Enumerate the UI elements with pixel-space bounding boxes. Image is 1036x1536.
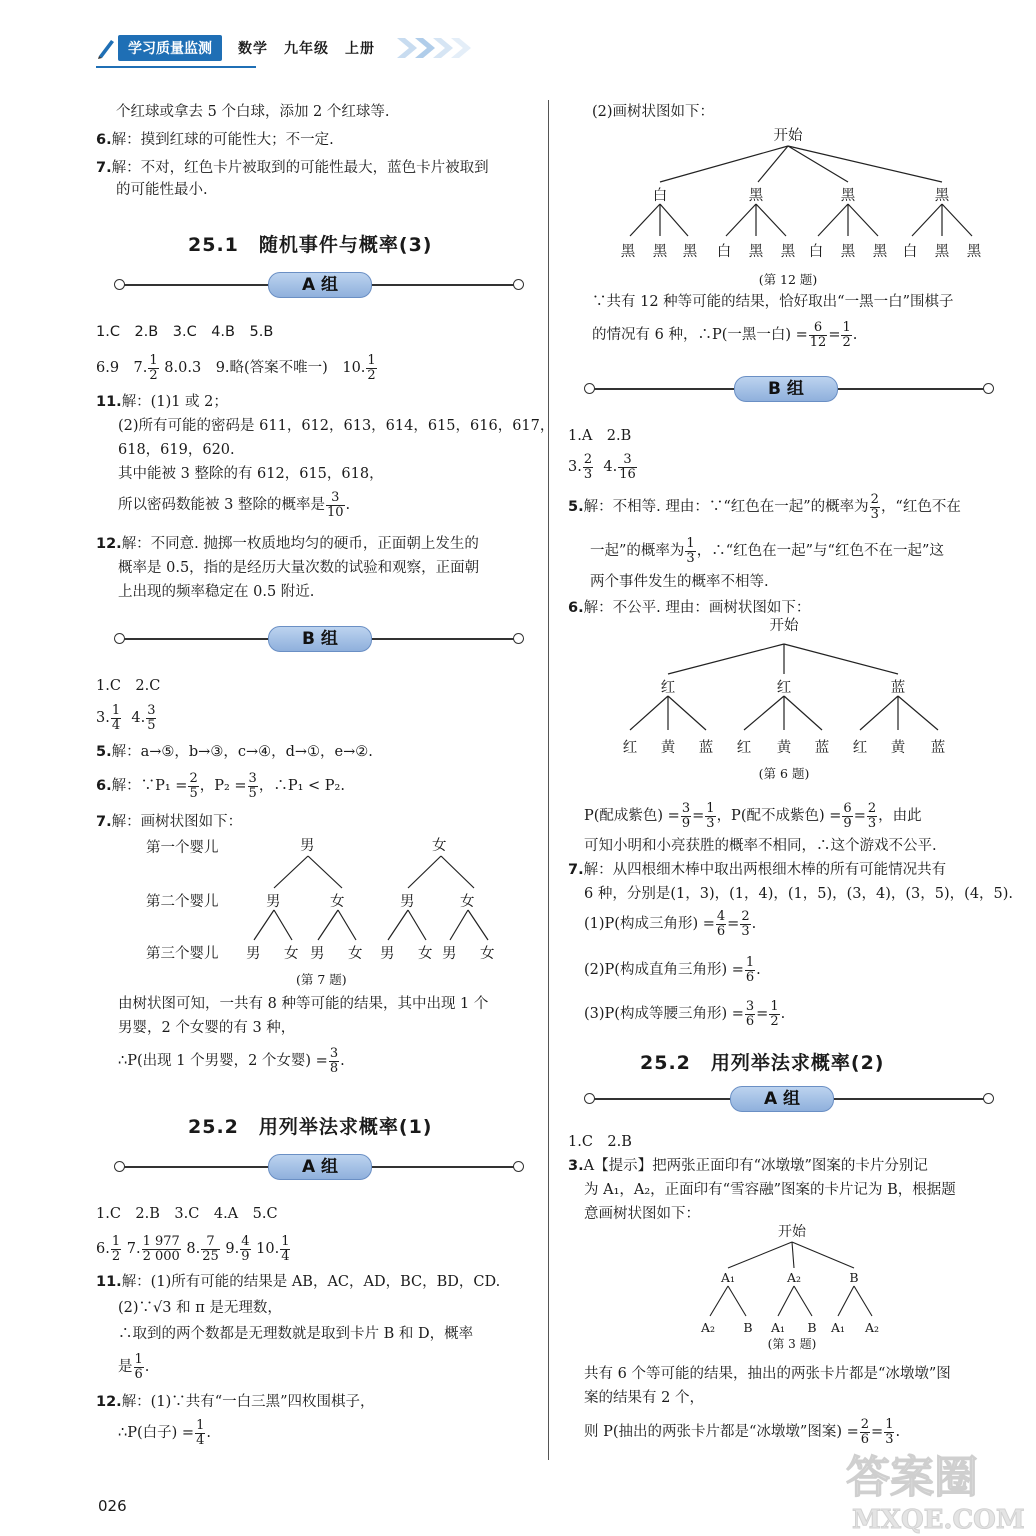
text-line: ∵共有 12 种等可能的结果，恰好取出“一黑一白”围棋子 xyxy=(592,294,954,310)
header-subject: 数学 xyxy=(238,41,268,57)
svg-text:MXQE.COM: MXQE.COM xyxy=(852,1505,1025,1535)
page-number: 026 xyxy=(98,1497,127,1515)
text-line: ∴P(白子) = $\frac{1}{4}$ . xyxy=(118,1417,211,1448)
svg-text:A₂: A₂ xyxy=(864,1320,880,1335)
tree-node: 女 xyxy=(330,894,345,910)
svg-text:蓝: 蓝 xyxy=(814,740,830,756)
header-underline xyxy=(96,66,256,68)
svg-text:黑: 黑 xyxy=(934,244,950,260)
tree-root: 开始 xyxy=(778,1224,806,1240)
text-line: 所以密码数能被 3 整除的概率是 $\frac{3}{10}$ . xyxy=(118,489,351,520)
text-line: 概率是 0.5，指的是经历大量次数的试验和观察，正面朝 xyxy=(118,560,480,576)
svg-text:红: 红 xyxy=(660,680,676,696)
answers-line: 3. $\frac{2}{3}$ 4. $\frac{3}{16}$ xyxy=(568,451,636,482)
text-line: 则 P(抽出的两张卡片都是“冰墩墩”图案) = $\frac{2}{6}$ = $\frac{1}{3}$ . xyxy=(584,1416,901,1447)
tree-row-label: 第三个婴儿 xyxy=(146,946,219,962)
text-line: (2)∵√3 和 π 是无理数， xyxy=(118,1300,282,1316)
header-grade: 九年级 xyxy=(284,41,329,57)
pen-icon xyxy=(96,37,116,59)
page-header xyxy=(96,30,477,66)
svg-text:黑: 黑 xyxy=(840,244,856,260)
tree-node: 女 xyxy=(432,838,447,854)
svg-text:黑: 黑 xyxy=(682,244,698,260)
tree-leaf: 男 xyxy=(246,946,261,962)
group-b-banner: B 组 xyxy=(114,624,524,654)
question-7: 7.解：画树状图如下： xyxy=(96,814,243,830)
section-title: 25.2 用列举法求概率(1) xyxy=(188,1116,433,1138)
text-line: 两个事件发生的概率不相等. xyxy=(590,574,769,590)
svg-text:红: 红 xyxy=(622,740,638,756)
tree-diagram-q7 xyxy=(146,830,566,990)
svg-text:蓝: 蓝 xyxy=(698,740,714,756)
answers-line: 1.C 2.B 3.C 4.A 5.C xyxy=(96,1206,278,1222)
header-volume: 上册 xyxy=(345,41,375,57)
text-line: 为 A₁，A₂，正面印有“雪容融”图案的卡片记为 B，根据题 xyxy=(584,1182,956,1198)
question-12: 12.解：不同意. 抛掷一枚质地均匀的硬币，正面朝上发生的 xyxy=(96,536,479,552)
tree-root: 开始 xyxy=(769,618,799,634)
tree-diagram-q3 xyxy=(688,1220,928,1360)
fraction: $\frac{3}{10}$ xyxy=(326,489,344,520)
answers-line: 6. $\frac{1}{2}$ 7. $\frac{1 977}{2 000}$ 8. $\frac{7}{25}$ 9. $\frac{4}{9}$ 10. $\frac{1}{4}$ xyxy=(96,1233,290,1264)
svg-text:黑: 黑 xyxy=(840,188,856,204)
svg-text:黄: 黄 xyxy=(890,740,906,756)
svg-text:A₂: A₂ xyxy=(700,1320,716,1335)
svg-text:B: B xyxy=(743,1320,753,1335)
question-11: 11.解：(1)1 或 2； xyxy=(96,394,228,410)
text-line: 男婴，2 个女婴的有 3 种， xyxy=(118,1020,296,1036)
svg-text:黑: 黑 xyxy=(620,244,636,260)
svg-text:B: B xyxy=(807,1320,817,1335)
svg-text:黑: 黑 xyxy=(748,188,764,204)
question-6: 6.解：摸到红球的可能性大；不一定. xyxy=(96,132,334,148)
figure-caption: (第 6 题) xyxy=(758,766,810,781)
text-line: P(配成紫色) = $\frac{3}{9}$ = $\frac{1}{3}$ ，P(配不成紫色) = $\frac{6}{9}$ = $\frac{2}{3}$ ，由此 xyxy=(584,800,922,831)
answers-line: 6.9 7. $\frac{1}{2}$ 8.0.3 9.略(答案不唯一) 10. $\frac{1}{2}$ xyxy=(96,352,376,383)
text-line: ∴取到的两个数都是无理数就是取到卡片 B 和 D，概率 xyxy=(118,1326,474,1342)
tree-leaf: 男 xyxy=(310,946,325,962)
text-line: 上出现的频率稳定在 0.5 附近. xyxy=(118,584,315,600)
answers-line: 3. $\frac{1}{4}$ 4. $\frac{3}{5}$ xyxy=(96,702,156,733)
text-line: 一起”的概率为 $\frac{1}{3}$ ，∴“红色在一起”与“红色不在一起”这 xyxy=(590,535,944,566)
question-11: 11.解：(1)所有可能的结果是 AB，AC，AD，BC，BD，CD. xyxy=(96,1274,501,1290)
svg-text:答案圈: 答案圈 xyxy=(846,1452,978,1503)
text-line: (2)画树状图如下： xyxy=(592,104,715,120)
tree-root: 开始 xyxy=(773,128,803,144)
tree-leaf: 女 xyxy=(480,946,495,962)
question-3: 3.A【提示】把两张正面印有“冰墩墩”图案的卡片分别记 xyxy=(568,1158,928,1174)
svg-text:蓝: 蓝 xyxy=(890,680,906,696)
question-7: 7.解：从四根细木棒中取出两根细木棒的所有可能情况共有 xyxy=(568,862,947,878)
tree-leaf: 女 xyxy=(284,946,299,962)
svg-text:A₁: A₁ xyxy=(720,1270,736,1285)
chevron-decoration-icon xyxy=(397,35,477,61)
tree-node: 女 xyxy=(460,894,475,910)
question-12: 12.解：(1)∵共有“一白三黑”四枚围棋子， xyxy=(96,1394,375,1410)
text-line: 共有 6 个等可能的结果，抽出的两张卡片都是“冰墩墩”图 xyxy=(584,1366,951,1382)
tree-node: 男 xyxy=(266,894,281,910)
answers-line: 1.C 2.B xyxy=(568,1134,632,1150)
text-line: 由树状图可知，一共有 8 种等可能的结果，其中出现 1 个 xyxy=(118,996,489,1012)
text-line: 是 $\frac{1}{6}$ . xyxy=(118,1351,150,1382)
question-6: 6.解：∵P₁ = $\frac{2}{5}$ ，P₂ = $\frac{3}{5}$ ，∴P₁ < P₂. xyxy=(96,770,345,801)
figure-caption: (第 12 题) xyxy=(758,272,818,287)
question-6: 6.解：不公平. 理由：画树状图如下： xyxy=(568,600,811,616)
svg-text:红: 红 xyxy=(776,680,792,696)
tree-row-label: 第二个婴儿 xyxy=(146,894,219,910)
svg-text:黑: 黑 xyxy=(872,244,888,260)
text-line: ∴P(出现 1 个男婴，2 个女婴) = $\frac{3}{8}$ . xyxy=(118,1045,345,1076)
text-line: 案的结果有 2 个， xyxy=(584,1390,704,1406)
svg-text:白: 白 xyxy=(902,244,918,260)
text-line: (1)P(构成三角形) = $\frac{4}{6}$ = $\frac{2}{3}$ . xyxy=(584,908,757,939)
svg-text:白: 白 xyxy=(808,244,824,260)
column-divider xyxy=(548,100,549,1460)
answers-line: 1.A 2.B xyxy=(568,428,632,444)
section-title: 25.1 随机事件与概率(3) xyxy=(188,234,433,256)
section-title: 25.2 用列举法求概率(2) xyxy=(640,1052,885,1074)
answers-line: 1.C 2.C xyxy=(96,678,161,694)
svg-text:黄: 黄 xyxy=(776,740,792,756)
text-line: 个红球或拿去 5 个白球，添加 2 个红球等. xyxy=(116,104,390,120)
header-title: 学习质量监测 xyxy=(118,35,222,61)
text-line: 的情况有 6 种，∴P(一黑一白) = $\frac{6}{12}$ = $\frac{1}{2}$ . xyxy=(592,319,858,350)
figure-caption: (第 3 题) xyxy=(767,1337,817,1351)
question-7: 7.解：不对，红色卡片被取到的可能性最大，蓝色卡片被取到 xyxy=(96,160,489,176)
text-line: (2)P(构成直角三角形) = $\frac{1}{6}$ . xyxy=(584,954,761,985)
group-a-banner: A 组 xyxy=(114,1152,524,1182)
tree-leaf: 女 xyxy=(348,946,363,962)
tree-diagram-q6 xyxy=(608,612,1008,812)
tree-leaf: 男 xyxy=(442,946,457,962)
svg-text:黑: 黑 xyxy=(780,244,796,260)
question-5: 5.解：不相等. 理由：∵“红色在一起”的概率为 $\frac{2}{3}$ ，“红色不在 xyxy=(568,491,961,522)
svg-text:黑: 黑 xyxy=(966,244,982,260)
tree-node: 男 xyxy=(400,894,415,910)
fraction: $\frac{1}{2}$ xyxy=(367,352,376,383)
text-line: 的可能性最小. xyxy=(116,182,208,198)
svg-text:B: B xyxy=(849,1270,859,1285)
svg-text:A₁: A₁ xyxy=(830,1320,846,1335)
group-a-banner: A 组 xyxy=(114,270,524,300)
text-line: (2)所有可能的密码是 611，612，613，614，615，616，617， xyxy=(118,418,555,434)
header-subtitle xyxy=(238,38,391,58)
svg-text:白: 白 xyxy=(716,244,732,260)
text-line: (3)P(构成等腰三角形) = $\frac{3}{6}$ = $\frac{1}{2}$ . xyxy=(584,998,786,1029)
svg-text:黑: 黑 xyxy=(934,188,950,204)
text-line: 其中能被 3 整除的有 612，615，618， xyxy=(118,466,384,482)
svg-text:红: 红 xyxy=(736,740,752,756)
svg-text:黑: 黑 xyxy=(748,244,764,260)
group-b-banner: B 组 xyxy=(584,374,994,404)
svg-text:白: 白 xyxy=(652,188,668,204)
answers-line: 1.C 2.B 3.C 4.B 5.B xyxy=(96,324,274,340)
svg-text:黑: 黑 xyxy=(652,244,668,260)
tree-diagram-q12 xyxy=(608,124,1018,294)
svg-text:A₂: A₂ xyxy=(786,1270,802,1285)
tree-node: 男 xyxy=(300,838,315,854)
tree-leaf: 男 xyxy=(380,946,395,962)
watermark-logo xyxy=(840,1440,1030,1536)
svg-text:红: 红 xyxy=(852,740,868,756)
svg-text:黄: 黄 xyxy=(660,740,676,756)
fraction: $\frac{1}{2}$ xyxy=(149,352,158,383)
text-line: 618，619，620. xyxy=(118,442,235,458)
tree-leaf: 女 xyxy=(418,946,433,962)
figure-caption: (第 7 题) xyxy=(296,972,347,987)
tree-row-label: 第一个婴儿 xyxy=(146,840,219,856)
question-5: 5.解：a→⑤，b→③，c→④，d→①，e→②. xyxy=(96,744,373,760)
text-line: 意画树状图如下： xyxy=(584,1206,700,1222)
svg-text:蓝: 蓝 xyxy=(930,740,946,756)
text-line: 可知小明和小亮获胜的概率不相同，∴这个游戏不公平. xyxy=(584,838,937,854)
group-a-banner: A 组 xyxy=(584,1084,994,1114)
svg-text:A₁: A₁ xyxy=(770,1320,786,1335)
text-line: 6 种，分别是(1，3)，(1，4)，(1，5)，(3，4)，(3，5)，(4，5). xyxy=(584,886,1014,902)
